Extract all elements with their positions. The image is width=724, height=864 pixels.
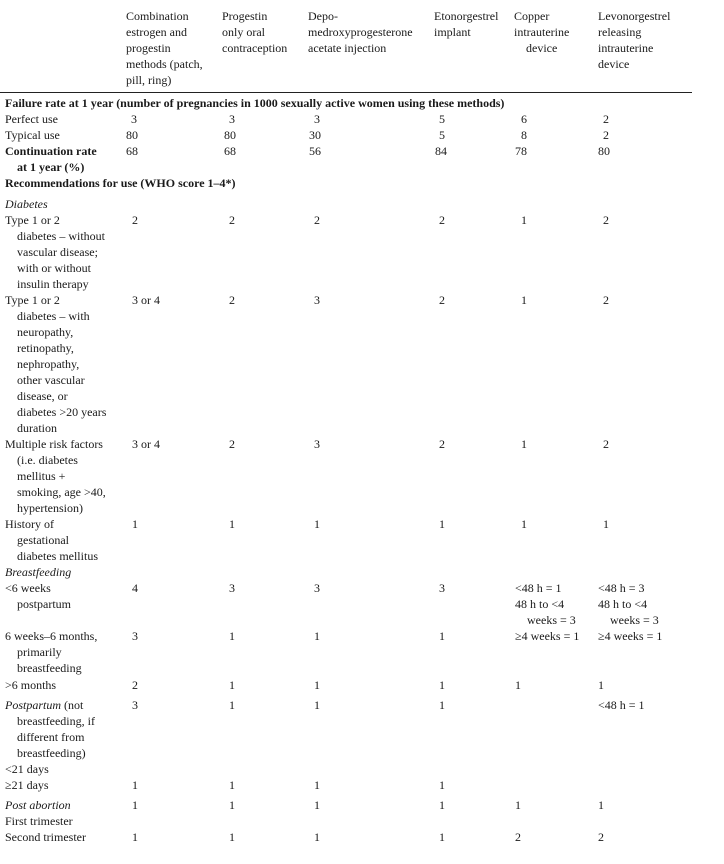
cell: 1 bbox=[521, 437, 527, 451]
row-label-gestational-diabetes: History of gestational diabetes mellitus bbox=[5, 517, 98, 563]
cell: 1 bbox=[439, 798, 445, 812]
header-progestin-only: Progestin only oral contraception bbox=[222, 9, 288, 55]
cell: 2 bbox=[439, 293, 445, 307]
row-label-over-6-months: >6 months bbox=[5, 678, 57, 692]
row-label-under-21-days: <21 days bbox=[5, 762, 49, 776]
cell: 1 bbox=[439, 698, 445, 712]
header-etonorgestrel: Etonorgestrel implant bbox=[434, 9, 499, 39]
cell: 1 bbox=[521, 293, 527, 307]
cell: 1 bbox=[314, 830, 320, 844]
failure-rate-heading: Failure rate at 1 year (number of pregnancies in 1000 sexually active women using these methods) bbox=[5, 96, 505, 110]
section-breastfeeding: Breastfeeding bbox=[5, 565, 72, 579]
cell: 1 bbox=[515, 798, 521, 812]
cell: 1 bbox=[229, 629, 235, 643]
levonorgestrel-iud-postpartum-not-bf: <48 h = 1 bbox=[598, 698, 645, 712]
cell: 1 bbox=[314, 798, 320, 812]
cell: 8 bbox=[521, 128, 527, 142]
header-combination: Combination estrogen and progestin methods (patch, pill, ring) bbox=[126, 9, 203, 87]
cell: 3 bbox=[314, 437, 320, 451]
cell: 2 bbox=[229, 293, 235, 307]
row-label-typical-use: Typical use bbox=[5, 128, 60, 142]
cell: 2 bbox=[603, 293, 609, 307]
cell: 84 bbox=[435, 144, 447, 158]
row-label-21-days-plus: ≥21 days bbox=[5, 778, 49, 792]
cell: 1 bbox=[229, 698, 235, 712]
cell: 56 bbox=[309, 144, 321, 158]
levonorgestrel-iud-postpartum-cell: <48 h = 3 48 h to <4 weeks = 3 ≥4 weeks = 1 bbox=[598, 581, 663, 643]
cell: 6 bbox=[521, 112, 527, 126]
row-label-continuation-rate: Continuation rate at 1 year (%) bbox=[5, 144, 97, 174]
cell: 3 bbox=[314, 112, 320, 126]
cell: 2 bbox=[229, 213, 235, 227]
header-copper-iud: Copper intrauterine device bbox=[514, 9, 570, 55]
row-label-diabetes-without-vascular: Type 1 or 2 diabetes – without vascular disease; with or without insulin therapy bbox=[5, 213, 105, 291]
cell: 2 bbox=[603, 128, 609, 142]
cell: 3 or 4 bbox=[132, 437, 160, 451]
header-levonorgestrel-iud: Levonorgestrel releasing intrauterine device bbox=[598, 9, 671, 71]
cell: 3 bbox=[132, 629, 138, 643]
cell: 2 bbox=[229, 437, 235, 451]
cell: 1 bbox=[229, 517, 235, 531]
cell: 80 bbox=[598, 144, 610, 158]
cell: 80 bbox=[224, 128, 236, 142]
cell: 1 bbox=[439, 517, 445, 531]
row-label-under-6-weeks: <6 weeks postpartum bbox=[5, 581, 71, 611]
recommendations-heading: Recommendations for use (WHO score 1–4*) bbox=[5, 176, 236, 190]
cell: 5 bbox=[439, 128, 445, 142]
cell: 1 bbox=[439, 830, 445, 844]
row-label-multiple-risk-factors: Multiple risk factors (i.e. diabetes mellitus + smoking, age >40, hypertension) bbox=[5, 437, 106, 515]
cell: 1 bbox=[132, 517, 138, 531]
cell: 1 bbox=[132, 830, 138, 844]
cell: 68 bbox=[224, 144, 236, 158]
cell: 2 bbox=[515, 830, 521, 844]
cell: 1 bbox=[598, 678, 604, 692]
cell: 1 bbox=[132, 798, 138, 812]
cell: 3 bbox=[314, 293, 320, 307]
cell: 2 bbox=[314, 213, 320, 227]
cell: 2 bbox=[439, 213, 445, 227]
cell: 2 bbox=[132, 213, 138, 227]
cell: 2 bbox=[439, 437, 445, 451]
row-label-diabetes-with-vascular: Type 1 or 2 diabetes – with neuropathy, retinopathy, nephropathy, other vascular disease, or diabetes >20 years duration bbox=[5, 293, 107, 435]
row-label-6-weeks-6-months: 6 weeks–6 months, primarily breastfeeding bbox=[5, 629, 98, 675]
cell: 78 bbox=[515, 144, 527, 158]
cell: 3 bbox=[439, 581, 445, 595]
cell: 1 bbox=[229, 678, 235, 692]
row-label-postpartum: Postpartum (not breastfeeding, if different from breastfeeding) bbox=[5, 698, 95, 760]
cell: 1 bbox=[314, 698, 320, 712]
cell: 1 bbox=[521, 213, 527, 227]
header-depo: Depo- medroxyprogesterone acetate injection bbox=[308, 9, 413, 55]
row-label-perfect-use: Perfect use bbox=[5, 112, 58, 126]
cell: 3 bbox=[132, 698, 138, 712]
row-label-first-trimester: First trimester bbox=[5, 814, 73, 828]
cell: 3 bbox=[131, 112, 137, 126]
section-diabetes: Diabetes bbox=[5, 197, 48, 211]
section-post-abortion: Post abortion bbox=[5, 798, 71, 812]
cell: 3 or 4 bbox=[132, 293, 160, 307]
cell: 1 bbox=[439, 629, 445, 643]
cell: 1 bbox=[439, 678, 445, 692]
cell: 3 bbox=[229, 581, 235, 595]
cell: 1 bbox=[515, 678, 521, 692]
cell: 2 bbox=[603, 437, 609, 451]
cell: 80 bbox=[126, 128, 138, 142]
cell: 1 bbox=[314, 678, 320, 692]
cell: 2 bbox=[603, 112, 609, 126]
cell: 4 bbox=[132, 581, 138, 595]
cell: 1 bbox=[132, 778, 138, 792]
cell: 1 bbox=[314, 778, 320, 792]
header-rule bbox=[0, 92, 692, 93]
cell: 1 bbox=[439, 778, 445, 792]
cell: 1 bbox=[314, 517, 320, 531]
cell: 1 bbox=[521, 517, 527, 531]
cell: 2 bbox=[132, 678, 138, 692]
cell: 1 bbox=[598, 798, 604, 812]
cell: 1 bbox=[314, 629, 320, 643]
cell: 5 bbox=[439, 112, 445, 126]
cell: 2 bbox=[603, 213, 609, 227]
cell: 1 bbox=[229, 830, 235, 844]
cell: 3 bbox=[229, 112, 235, 126]
cell: 2 bbox=[598, 830, 604, 844]
cell: 1 bbox=[229, 778, 235, 792]
row-label-second-trimester: Second trimester bbox=[5, 830, 86, 844]
cell: 30 bbox=[309, 128, 321, 142]
cell: 3 bbox=[314, 581, 320, 595]
cell: 1 bbox=[229, 798, 235, 812]
copper-iud-postpartum-cell: <48 h = 1 48 h to <4 weeks = 3 ≥4 weeks = 1 bbox=[515, 581, 580, 643]
cell: 1 bbox=[603, 517, 609, 531]
cell: 68 bbox=[126, 144, 138, 158]
